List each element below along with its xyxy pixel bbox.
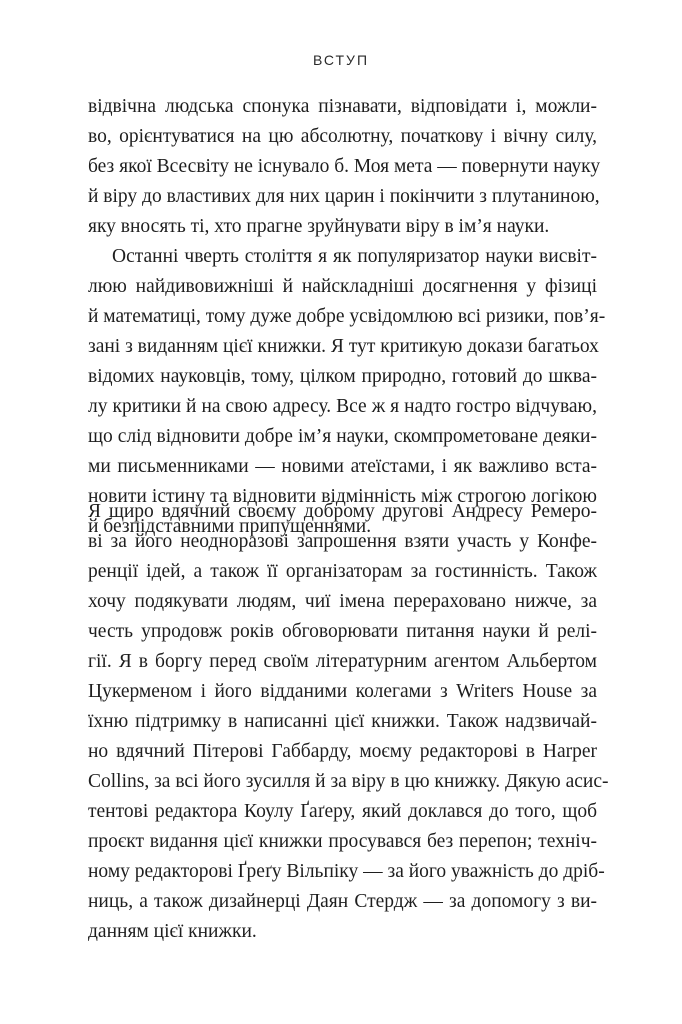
text-line: без якої Всесвіту не існувало б. Моя мета — повернути науку: [88, 156, 601, 177]
text-line: й віру до властивих для них царин і покінчити з плутаниною,: [88, 186, 600, 207]
text-line: ниць, а також дизайнерці Даян Стердж — за допомогу з ви-: [88, 891, 597, 912]
text-line: новити істину та відновити відмінність між строгою логікою: [88, 486, 597, 507]
text-line: яку вносять ті, хто прагне зруйнувати віру в ім’я науки.: [88, 216, 550, 237]
text-line: ві за його неодноразові запрошення взяти участь у Конфе-: [88, 531, 597, 552]
paragraph-first-line: Останні чверть століття я як популяризатор науки висвіт-: [112, 246, 597, 267]
text-line: лу критики й на свою адресу. Все ж я надто гостро відчуваю,: [88, 396, 597, 417]
text-line: ми письменниками — новими атеїстами, і як важливо вста-: [88, 456, 597, 477]
body-text-section-1: [88, 92, 606, 542]
text-line: честь упродовж років обговорювати питання науки й релі-: [88, 621, 597, 642]
text-line: відвічна людська спонука пізнавати, відповідати і, можли-: [88, 96, 597, 117]
text-line: й безпідставними припущеннями.: [88, 516, 372, 537]
text-line: Collins, за всі його зусилля й за віру в цю книжку. Дякую асис-: [88, 771, 609, 792]
text-line: тентові редактора Коулу Ґаґеру, який доклався до того, щоб: [88, 801, 597, 822]
text-line: во, орієнтуватися на цю абсолютну, початкову і вічну силу,: [88, 126, 597, 147]
text-line: що слід відновити добре ім’я науки, скомпрометоване деяки-: [88, 426, 597, 447]
text-line: проєкт видання цієї книжки просувався без перепон; техніч-: [88, 831, 597, 852]
body-text-acknowledgements: [88, 497, 609, 947]
text-line: ному редакторові Ґреґу Вільпіку — за його уважність до дріб-: [88, 861, 605, 882]
text-line: Цукерменом і його відданими колегами з Writers House за: [88, 681, 597, 702]
text-line: їхню підтримку в написанні цієї книжки. Також надзвичай-: [88, 711, 597, 732]
text-line: данням цієї книжки.: [88, 921, 257, 942]
text-line: зані з виданням цієї книжки. Я тут критикую докази багатьох: [88, 336, 599, 357]
paragraph-first-line: Я щиро вдячний своєму доброму другові Андресу Ремеро-: [88, 501, 597, 522]
text-line: відомих науковців, тому, цілком природно, готовий до шква-: [88, 366, 597, 387]
text-line: гії. Я в боргу перед своїм літературним агентом Альбертом: [88, 651, 597, 672]
text-line: люю найдивовижніші й найскладніші досягнення у фізиці: [88, 276, 597, 297]
text-line: хочу подякувати людям, чиї імена перераховано нижче, за: [88, 591, 597, 612]
text-line: й математиці, тому дуже добре усвідомлюю всі ризики, пов’я-: [88, 306, 606, 327]
text-line: но вдячний Пітерові Габбарду, моєму редакторові в Harper: [88, 741, 597, 762]
running-head: ВСТУП: [312, 52, 370, 68]
text-line: ренції ідей, а також її організаторам за гостинність. Також: [88, 561, 597, 582]
